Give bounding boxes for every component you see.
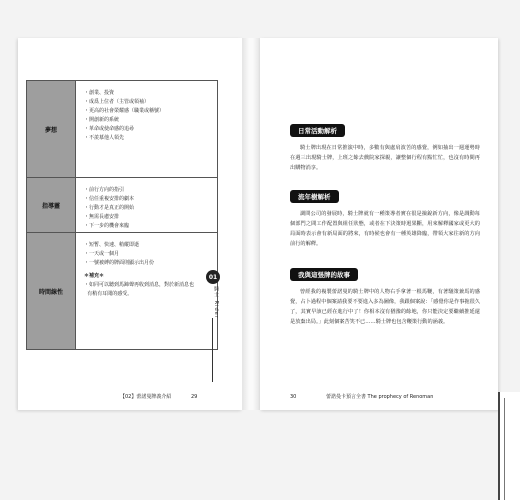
footer-title: 蕾諾曼卡預言全書 The prophecy of Renoman	[325, 394, 434, 400]
footer-title: 【02】蕾諾曼牌義介紹	[120, 394, 172, 400]
book-edge-inner	[504, 398, 520, 500]
section-daily	[290, 118, 480, 173]
table-row-timeline	[27, 233, 217, 349]
row-label: 指導靈	[27, 178, 76, 232]
table-row-guide	[27, 178, 217, 233]
page-number: 30	[290, 394, 297, 400]
list-item: ・革命或使命感的追尋	[84, 126, 135, 132]
list-item: ・無需長慮安排	[84, 214, 120, 220]
chapter-title-vertical: 騎士 Rider	[213, 286, 219, 319]
list-item: ・創業、投資	[84, 90, 115, 96]
section-yearly	[290, 184, 480, 249]
list-item: ・信任重複安排的劇本	[84, 196, 135, 202]
meaning-table	[26, 80, 218, 350]
list-item: ・不羨慕他人領先	[84, 135, 125, 141]
row-label: 夢想	[27, 81, 76, 177]
divider	[212, 318, 213, 382]
row-items	[76, 233, 217, 349]
list-item: ・成爲上位者（主管或領袖）	[84, 99, 150, 105]
paragraph: 騎士牌出現在日常推演中時，多數有與處肩波苦的感覺，例如抽出一週運勢時在週三出現騎士牌，上班之餘去戲院家探親，讓整個行程有點忙忙，也沒有時間再出購物消享。	[290, 145, 480, 171]
list-item: ・下一步的機會來臨	[84, 223, 130, 229]
list-item: ・短暫、快速、稍縱即逝	[84, 242, 140, 248]
section-heading: 我與這張牌的故事	[290, 268, 358, 281]
paragraph: 曾經我的複製蕾諾曼的騎士牌中的人物右手拿著一根馬鞭，有著馳策兼馬的感覺，占卜過程中個案請我要不要進入多為圖像，我跟個案說：「感覺你是作事拖很久了，其實早該已經在進行中了！你相本沒有猶豫的餘地，你只能決定要繼續推延還是放棄出局。」此刻個案苦笑不已……騎士牌也包含鞭策行動的涵義。	[290, 289, 480, 325]
note-title: ＊補充＊	[84, 273, 105, 279]
list-item: ・一天或一個月	[84, 251, 120, 257]
section-heading: 日常活動解析	[290, 124, 345, 137]
row-label: 時間線性	[27, 233, 76, 349]
note-line: 有稍有耳聞的感受。	[87, 291, 133, 297]
list-item: ・行動才是真正的開始	[84, 205, 135, 211]
right-footer	[290, 393, 433, 400]
section-story	[290, 262, 480, 327]
list-item: ・更高的社會榮耀感（職業或稱號）	[84, 108, 165, 114]
section-heading: 流年樹解析	[290, 190, 339, 203]
row-items	[76, 81, 217, 177]
table-row-dream	[27, 81, 217, 178]
list-item: ・一號被縛的牌面則顯示出月份	[84, 260, 155, 266]
row-items	[76, 178, 217, 232]
left-footer	[120, 393, 197, 400]
list-item: ・開創新的系統	[84, 117, 120, 123]
note-line: ・如同可以聽到馬蹄聲再收到消息，對於新消息也	[84, 282, 195, 288]
paragraph: 調問公司的發展時，騎士牌就有一種策導者實在很是撿銳新方向，像是調動每個部門之間工作配置與組任狀態，或者在下決策時迴果斷，用來解釋國家或更大的局面時表示會有新局面的將來，有時候也會有一種英雄降臨，帶領大家往新的方向前行的解釋。	[290, 211, 480, 247]
page-number: 29	[190, 394, 198, 400]
book-gutter	[242, 38, 260, 410]
list-item: ・前行方向的指引	[84, 187, 125, 193]
chapter-number-badge: 01	[206, 270, 220, 284]
